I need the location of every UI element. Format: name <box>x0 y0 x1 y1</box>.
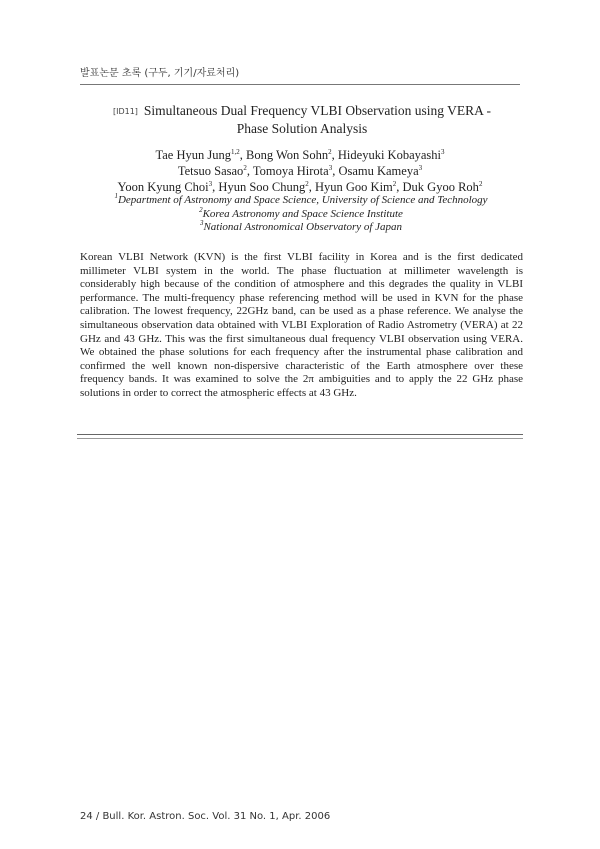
title-line-1: Simultaneous Dual Frequency VLBI Observation using VERA - <box>143 103 492 118</box>
author-name: Tae Hyun Jung <box>155 148 232 162</box>
author-affiliation-mark: 2 <box>328 148 332 156</box>
author-affiliation-mark: 2 <box>243 164 247 172</box>
author-affiliation-mark: 3 <box>418 164 423 172</box>
page-footer-citation: 24 / Bull. Kor. Astron. Soc. Vol. 31 No. 1, Apr. 2006 <box>80 811 331 822</box>
author-name: Hideyuki Kobayashi <box>337 148 441 162</box>
author-name: Hyun Goo Kim <box>315 180 393 194</box>
session-code: [ID11] <box>112 107 138 116</box>
author-name: Yoon Kyung Choi <box>117 180 209 194</box>
running-header: 발표논문 초록 (구두, 기기/자료처리) <box>80 64 520 85</box>
affiliation-text: Korea Astronomy and Space Science Institute <box>202 207 403 220</box>
affiliation <box>80 205 522 222</box>
author-affiliation-mark: 3 <box>208 180 213 188</box>
affiliation-text: Department of Astronomy and Space Science, University of Science and Technology <box>117 194 488 206</box>
author-line: Tetsuo Sasao$^2$, Tomoya Hirota$^3$, Osamu Kameya$^3$ <box>177 164 423 178</box>
title-line-2: Phase Solution Analysis <box>236 121 368 136</box>
author-affiliation-mark: 2 <box>478 180 483 188</box>
author-affiliation-mark: 2 <box>305 180 309 188</box>
author-list <box>80 147 520 195</box>
author-name: Bong Won Sohn <box>246 148 329 162</box>
author-line: Tae Hyun Jung$^{1,2}$, Bong Won Sohn$^2$, Hideyuki Kobayashi$^3$ <box>155 148 445 162</box>
affiliation-text: National Astronomical Observatory of Japan <box>203 221 403 233</box>
affiliation-number: 1 <box>114 192 118 200</box>
author-affiliation-mark: 3 <box>328 164 333 172</box>
affiliation <box>80 221 522 235</box>
author-name: Tetsuo Sasao <box>177 164 244 178</box>
affiliation <box>80 194 522 208</box>
author-name: Duk Gyoo Roh <box>402 180 479 194</box>
divider-rule <box>77 434 523 435</box>
divider-rule <box>77 438 523 439</box>
author-name: Osamu Kameya <box>338 164 419 178</box>
author-affiliation-mark: 3 <box>441 148 445 156</box>
affiliation-list <box>80 194 522 235</box>
author-name: Tomoya Hirota <box>252 164 329 178</box>
affiliation-number: 3 <box>199 219 204 227</box>
author-affiliation-mark: 1,2 <box>231 148 240 156</box>
abstract-text: Korean VLBI Network (KVN) is the first VLBI facility in Korea and is the first dedicated millimeter VLBI system in the world. The phase fluctuation at millimeter wavelength is considerably high because of the condition of atmosphere and this degrades the quality in VLBI performance. The multi-frequency phase referencing method will be used in KVN for the phase calibration. The lowest frequency, 22GHz band, can be used as a phase reference. We analyse the simultaneous observation data obtained with VLBI Exploration of Radio Astrometry (VERA) at 22 GHz and 43 GHz. This was the first simultaneous dual frequency VLBI observation using VERA. We obtained the phase solutions for each frequency after the instrumental phase calibration and confirmed the well known non-dispersive characteristic of the Earth atmosphere over these frequency bands. It was examined to solve the 2π ambiguities and to apply the 22 GHz phase solutions in order to correct the atmospheric effects at 43 GHz. <box>80 251 523 399</box>
paper-title <box>80 102 524 137</box>
author-line: Yoon Kyung Choi$^3$, Hyun Soo Chung$^2$, Hyun Goo Kim$^2$, Duk Gyoo Roh$^2$ <box>117 180 483 194</box>
author-name: Hyun Soo Chung <box>218 180 306 194</box>
author-affiliation-mark: 2 <box>392 180 397 188</box>
affiliation-number: 2 <box>199 205 203 214</box>
